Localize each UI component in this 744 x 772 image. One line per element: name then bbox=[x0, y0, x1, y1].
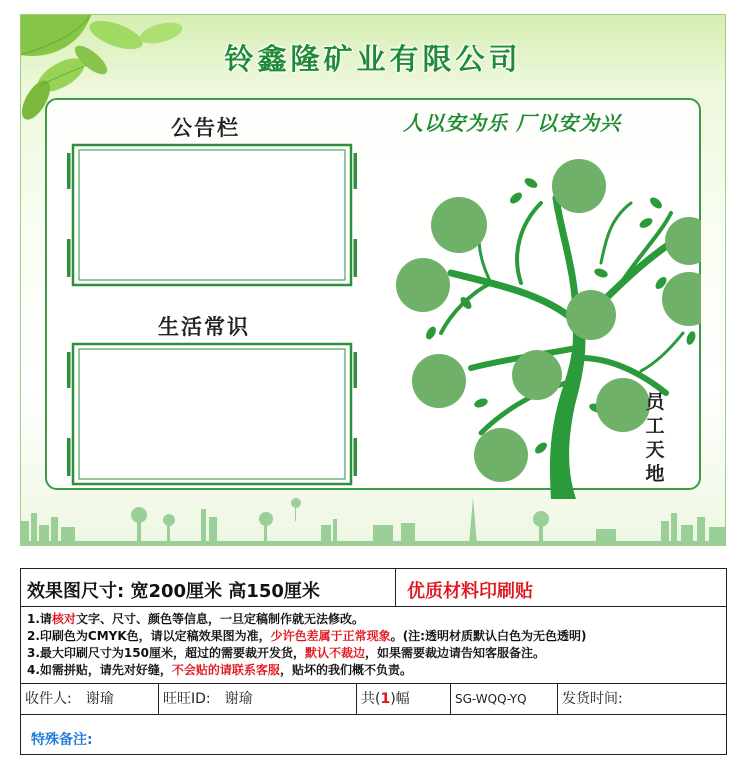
wangwang-label: 旺旺ID: bbox=[163, 691, 211, 707]
tree-trunk bbox=[550, 313, 585, 499]
size-row bbox=[21, 569, 726, 607]
life-tips-title: 生活常识 bbox=[158, 315, 250, 339]
photo-circle bbox=[412, 354, 466, 408]
photo-circle bbox=[431, 197, 487, 253]
product-code: SG-WQQ-YQ bbox=[451, 684, 558, 715]
order-info-table bbox=[20, 568, 727, 755]
life-tips-panel bbox=[67, 338, 357, 490]
special-note-label: 特殊备注: bbox=[31, 732, 93, 748]
count-value: 1 bbox=[380, 691, 391, 707]
tree-branch bbox=[641, 333, 683, 371]
company-title: 铃鑫隆矿业有限公司 bbox=[224, 42, 522, 76]
recipient-cell bbox=[21, 684, 159, 715]
recipient-label: 收件人: bbox=[25, 691, 72, 707]
photo-circle bbox=[662, 272, 701, 326]
order-notes bbox=[27, 611, 723, 679]
wangwang-cell bbox=[159, 684, 357, 715]
recipient-value: 谢瑜 bbox=[85, 691, 114, 707]
order-details-row bbox=[21, 683, 726, 715]
photo-circle bbox=[396, 258, 450, 312]
ship-time-label: 发货时间: bbox=[562, 691, 623, 707]
photo-circle bbox=[474, 428, 528, 482]
photo-circle bbox=[566, 290, 616, 340]
tree-branch bbox=[601, 203, 631, 263]
notice-panel-frame bbox=[67, 139, 357, 291]
life-panel-frame bbox=[67, 338, 357, 490]
photo-circle bbox=[512, 350, 562, 400]
note-line: 1.请核对文字、尺寸、颜色等信息，一旦定稿制作就无法修改。 bbox=[27, 612, 364, 626]
tree-branch bbox=[517, 203, 541, 283]
photo-circle bbox=[665, 217, 701, 265]
safety-slogan: 人以安为乐 厂以安为兴 bbox=[403, 111, 621, 135]
design-size-label: 效果图尺寸: 宽200厘米 高150厘米 bbox=[27, 581, 320, 602]
notice-board-title: 公告栏 bbox=[171, 116, 240, 140]
note-line: 2.印刷色为CMYK色，请以定稿效果图为准，少许色差属于正常现象。(注:透明材质默认白色为无色透明) bbox=[27, 629, 587, 643]
photo-circle bbox=[552, 159, 606, 213]
count-cell: 共(1)幅 bbox=[357, 684, 451, 715]
notice-board-panel bbox=[67, 139, 357, 291]
city-skyline-decoration bbox=[21, 495, 726, 545]
material-label: 优质材料印刷贴 bbox=[407, 581, 533, 602]
column-divider bbox=[395, 569, 396, 606]
wangwang-value: 谢瑜 bbox=[224, 691, 253, 707]
note-line: 3.最大印刷尺寸为150厘米，超过的需要裁开发货，默认不裁边，如果需要裁边请告知客服备注。 bbox=[27, 646, 545, 660]
note-line: 4.如需拼贴，请先对好缝，不会贴的请联系客服，贴坏的我们概不负责。 bbox=[27, 663, 412, 677]
bulletin-board-design bbox=[20, 14, 726, 546]
staff-corner-title: 员 工 天 地 bbox=[645, 391, 665, 485]
